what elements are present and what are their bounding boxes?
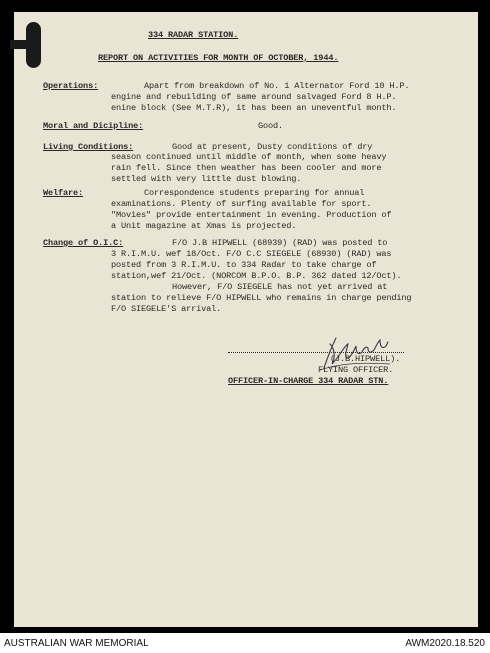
change-of-oic-line: station,wef 21/Oct. (NORCOM B.P.O. B.P. 362 dated 12/Oct). <box>111 271 402 281</box>
operations-line: Apart from breakdown of No. 1 Alternator Ford 10 H.P. <box>144 81 410 91</box>
change-of-oic-line: F/O J.B HIPWELL (68939) (RAD) was posted to <box>172 238 388 248</box>
change-of-oic-line: However, F/O SIEGELE has not yet arrived at <box>172 282 388 292</box>
living-conditions-line: Good at present, Dusty conditions of dry <box>172 142 373 152</box>
living-conditions-line: rain fell. Since then weather has been cooler and more <box>111 163 382 173</box>
welfare-line: "Movies" provide entertainment in evening. Production of <box>111 210 392 220</box>
signature-line <box>228 352 404 353</box>
signer-role: OFFICER-IN-CHARGE 334 RADAR STN. <box>228 376 389 386</box>
change-of-oic-line: station to relieve F/O HIPWELL who remains in charge pending <box>111 293 412 303</box>
living-conditions-label: Living Conditions: <box>43 142 134 152</box>
welfare-line: a Unit magazine at Xmas is projected. <box>111 221 297 231</box>
report-title: REPORT ON ACTIVITIES FOR MONTH OF OCTOBER, 1944. <box>98 53 339 63</box>
signer-name: (J.B.HIPWELL). <box>330 354 401 364</box>
welfare-label: Welfare: <box>43 188 84 198</box>
change-of-oic-line: F/O SIEGELE'S arrival. <box>111 304 222 314</box>
moral-line: Good. <box>258 121 284 131</box>
footer-bar <box>0 633 490 653</box>
change-of-oic-line: posted from 3 R.I.M.U. to 334 Radar to take charge of <box>111 260 377 270</box>
living-conditions-line: season continued until middle of month, when some heavy <box>111 152 387 162</box>
station-heading: 334 RADAR STATION. <box>148 30 239 40</box>
change-of-oic-line: 3 R.I.M.U. wef 18/Oct. F/O C.C SIEGELE (68930) (RAD) was <box>111 249 392 259</box>
welfare-line: Correspondence students preparing for annual <box>144 188 365 198</box>
footer-institution: AUSTRALIAN WAR MEMORIAL <box>4 638 149 649</box>
operations-line: engine and rebuilding of same around salvaged Ford 8 H.P. <box>111 92 397 102</box>
living-conditions-line: settled with very little dust blowing. <box>111 174 302 184</box>
footer-accession-number: AWM2020.18.520 <box>405 638 485 649</box>
binder-clip-icon <box>10 22 42 68</box>
moral-label: Moral and Dicipline: <box>43 121 144 131</box>
change-of-oic-label: Change of O.I.C: <box>43 238 124 248</box>
operations-label: Operations: <box>43 81 99 91</box>
welfare-line: examinations. Plenty of surfing available for sport. <box>111 199 372 209</box>
signer-rank: FLYING OFFICER. <box>318 365 394 375</box>
operations-line: enine block (See M.T.R), it has been an uneventful month. <box>111 103 397 113</box>
